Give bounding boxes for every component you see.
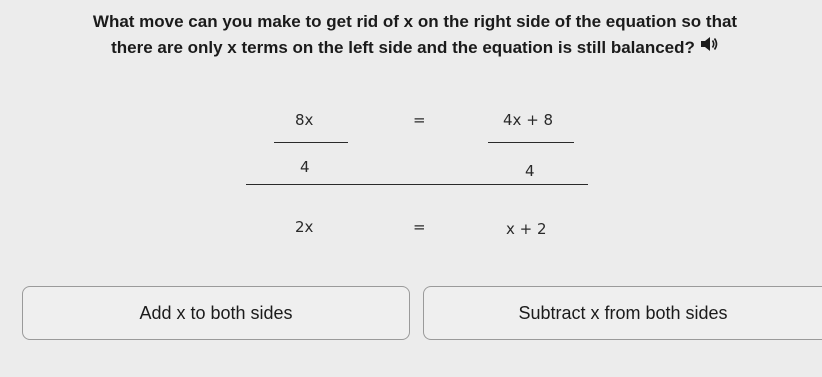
answer-subtract-x-button[interactable]	[423, 286, 822, 340]
left-denominator: 4	[300, 158, 310, 176]
answer-subtract-x-label: Subtract x from both sides	[518, 302, 728, 323]
question-line-2	[30, 35, 800, 62]
answer-add-x-label: Add x to both sides	[139, 302, 293, 323]
row2-right: x + 2	[506, 220, 547, 238]
question-line-1: What move can you make to get rid of x on the right side of the equation so that	[92, 12, 738, 31]
right-numerator: 4x + 8	[503, 111, 554, 129]
left-fraction-bar	[274, 142, 348, 143]
answer-add-x-button[interactable]	[22, 286, 410, 340]
step-divider	[246, 184, 588, 185]
left-numerator: 8x	[295, 111, 314, 129]
speaker-icon[interactable]	[699, 34, 719, 60]
row2-equals-sign: =	[413, 218, 426, 236]
row2-left: 2x	[295, 218, 314, 236]
question-line-2-text: there are only x terms on the left side and the equation is still balanced?	[111, 38, 695, 57]
question-text	[30, 9, 800, 62]
row1-equals-sign: =	[413, 111, 426, 129]
right-denominator: 4	[525, 162, 535, 180]
right-fraction-bar	[488, 142, 574, 143]
